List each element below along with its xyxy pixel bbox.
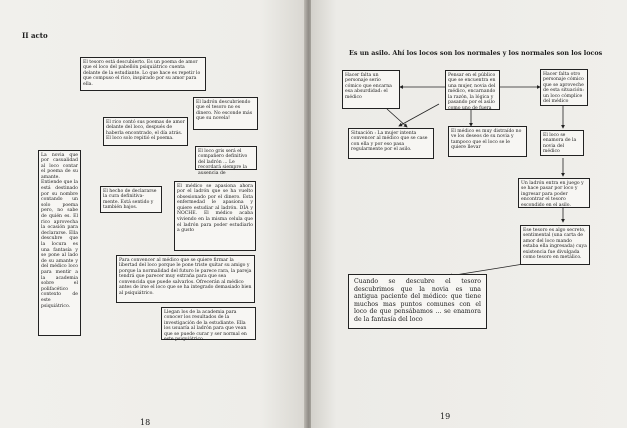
box-ladron-entra: Un ladrón entra en juego y se hace pasar por loco y ingresar para poder encontrar el tesoro escondido en el asilo.	[518, 178, 590, 208]
page-number-right: 19	[440, 412, 451, 421]
left-page	[0, 0, 306, 428]
box-convencer: Para convencer al médico que se quiere firmar la libertad del loco porque le pone triste quitar su amigo y porque la normalidad del futuro le parece rara, la pareja tendrá que parecer muy extraña para que sea convencida que puede salvarlos. Ofrecerán al médico antes de irse el loco que se ha integrado demasiado bien al psiquiátrico.	[116, 255, 255, 303]
box-loco-gris: El loco gris será el compañero definitivo del ladrón ... Le recordará siempre la ausencia de	[195, 146, 257, 170]
box-situacion: Situación : La mujer intenta convencer al médico que se case con ella y por eso pasa regularmente por el asilo.	[348, 128, 434, 159]
box-rico: El rico contó sus poemas de amor delante del loco, después de haberla encontrado, el día atrás. El loco solo repitió el poema.	[103, 117, 188, 146]
asylum-heading: Es un asilo. Ahí los locos son los normales y los normales son los locos	[349, 49, 603, 57]
box-academia: Llegan los de la academia para conocer los resultados de la investigación de la estudiante. Ella los usuaría al ladrón para que vean que se puede curar y ser normal en este psiquiátrico.	[161, 307, 256, 340]
flow-arrows	[311, 0, 627, 428]
box-novia: La novia que por casualidad al loco contar el poema de su amante. Entiende que la está destinado por su nombre contando un solo poema pero, no sabe de quién es. El rico aprovecha la ocasión para declararse. Ella descubre que la locura es una fantasía y se pone al lado de su amante y del médico loco para mentir a la academia sobre el polifacético contexto de este psiquiátrico.	[38, 150, 81, 336]
box-novia-razon: Pensar en el público que se encuentra en una mujer, novia del médico, encarnando la razón, la lógica y pasando por el asilo como uno de fuera	[445, 70, 500, 110]
box-ladron-descubre: El ladrón descubriendo que el tesoro no es dinero. No esconde más que su novela!	[193, 97, 258, 130]
box-medico-serio: Hacer falta un personaje serio cómico que encarna esa absurdidad: el médico	[342, 70, 400, 109]
box-medico-apasiona: El médico se apasiona ahora por el ladrón que se ha vuelto obsesionado por el dinero. Esta enfermedad le apasiona y quiere estudiar al ladrón. DÍA y NOCHE. El médico acaba viviendo en la misma celula que el ladrón para poder estudiarlo a gusto	[174, 181, 256, 251]
box-medico-distraido: El médico es muy distraído no ve los deseos de su novia y tampoco que el loco se le quiere llevar	[448, 126, 527, 157]
box-declararse: El hecho de declararse la cura definitiva-mente. Está sentido y también bajos.	[100, 186, 162, 213]
box-descubre-tesoro: Cuando se descubre el tesoro descubrimos que la novia es una antigua paciente del médico: que tiene muchos mas puntos comunes con el loco de que pensábamos ... se enamora de la fantasía del loco	[348, 274, 487, 329]
box-tesoro: El tesoro está descubierto. Es un poema de amor que el loco del pabellón psiquiátrico cuenta delante de la estudiante. Lo que hace es repetir lo que compuso el rico, inspirado por su amor para ella.	[80, 57, 206, 91]
act-heading: II acto	[22, 31, 48, 40]
right-page	[311, 0, 627, 428]
box-loco-enamora: El loco se enamora de la novia del médico	[540, 130, 584, 156]
page-number-left: 18	[140, 418, 151, 427]
box-tesoro-secreto: Ese tesoro es algo secreto, sentimental (una carta de amor del loco mando estaba ella ingresada) cuya existencia fue divulgada como tesoro en metálico.	[520, 225, 590, 265]
box-loco-complice: Hacer falta otro personaje cómico que se aproveche de esta situación: un loco cómplice del médico	[540, 69, 588, 106]
